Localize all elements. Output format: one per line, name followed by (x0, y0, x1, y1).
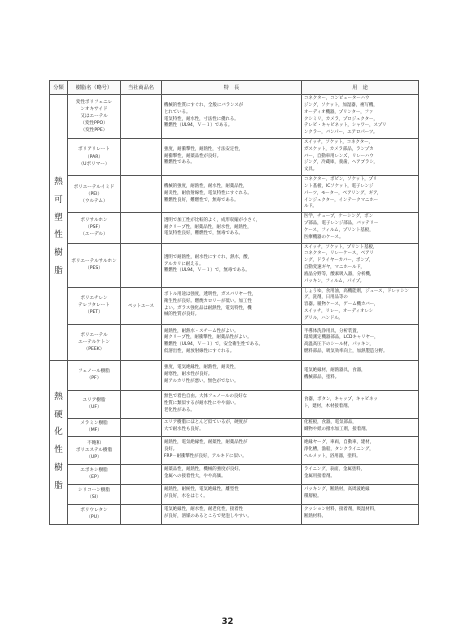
uses-cell: コネクター，コンピューターハウ ジング，ソケット，加湿器，複写機， オーディオ機器，プリンター，ファ クシミリ，カメラ，プロジェクター， テレビ・キャビネット，シャワー，スプリ ンクラー，バンパー，エアロパーツ。 (302, 95, 419, 139)
table-row (50, 484, 419, 504)
category-char: 脂 (54, 265, 63, 276)
uses-cell: 化粧板，食器，電気部品， 織物や紙の撥水加工剤，接着剤。 (302, 418, 419, 436)
uses-cell: スイッチ，ソケット，プリント基板， コネクター，リレーケース，ベアリ ング，ドライヤーカバー，ポンプ， 自動変速ギヤ，マニホールド， 液晶分野等，酸素吸入器，分析機， パッキン，フィルム，パイプ。 (302, 243, 419, 287)
table-row (50, 213, 419, 243)
trade-name-cell (121, 324, 162, 360)
features-cell: 耐熱性，耐熱水・スチーム性がよい。 耐クリープ性，耐衝撃性，耐薬品性がよい。 難燃性（UL94，Ｖ－１）で，安全衛生性である。 低溶出性，耐放射線性にすぐれる。 (162, 324, 302, 360)
uses-cell: コネクター，ボビン，ソケット，プリ ント基板，ICソケット，電子レンジ パーツ，モーター，ベアリング，ギア， インジェクター，インテークマニホー ルド。 (302, 176, 419, 213)
resin-name-cell: ユリア樹脂 （UF） (68, 390, 121, 418)
trade-name-cell: ペットエース (121, 287, 162, 324)
resin-name-cell: ポリアリレート （PAR） （Uポリマー） (68, 139, 121, 176)
category-char: 熱 (54, 391, 63, 402)
table-row (50, 436, 419, 464)
table-row (50, 418, 419, 436)
resin-name-cell: ポリサルホン （PSF） （ユーデル） (68, 213, 121, 243)
resin-name-cell: ポリエチレン テレフタレート （PET） (68, 287, 121, 324)
resin-name-cell: フェノール樹脂 （PF） (68, 360, 121, 390)
features-cell: 機械的性質にすぐれ，全般にバランスが とれている。 電気特性，耐水性，寸法性に優れる。 難燃性（UL94，Ｖ－１）である。 (162, 95, 302, 139)
trade-name-cell (121, 176, 162, 213)
features-cell: 機械的強度，耐熱性，耐水性，耐薬品性， 耐炎性，耐放射線性，電気特性にすぐれる。 難燃性良好，難燃性で，無毒である。 (162, 176, 302, 213)
category-thermoset (50, 360, 68, 524)
uses-cell: ライニング，表面，金属塗料， 金属用接着剤。 (302, 464, 419, 484)
uses-cell: 絶縁ヤーグ，車両，自動車，建材， 浄化槽，漁船，タンクライニング， ヘルメット，浴用器，塗料。 (302, 436, 419, 464)
resin-name-cell: ポリウレタン （PU） (68, 504, 121, 524)
header-features: 特 長 (162, 81, 302, 95)
uses-cell: 電気絶縁材，耐熱器具，食器， 機械部品，塗料。 (302, 360, 419, 390)
trade-name-cell (121, 95, 162, 139)
table-row (50, 390, 419, 418)
resin-name-cell: ポリエーテル エーテルケトン （PEEK） (68, 324, 121, 360)
category-char: 脂 (54, 480, 63, 491)
resin-name-cell: 変性ポリフェニレ ンオキサイド 又はエーテル （変性PPO） （変性PPE） (68, 95, 121, 139)
uses-cell: スイッチ，ソケット，コネクター， ガスケット，カメラ部品，ランプカ バー，自動車用レンズ，リレーハウ ジング，冷蔵庫，義歯，ヘアブラシ， 文具。 (302, 139, 419, 176)
uses-cell: 半導体洗浄用具，分析装置， 環境測定機器部品，LCDキャリヤー， 高温高圧下のシール材，パッキン， 燃料部品，吸気効率向上，加熱製造分野。 (302, 324, 419, 360)
category-thermoplastic (50, 95, 68, 361)
uses-cell: 食器，ボタン，キャップ，キャビネッ ト，建材，木材接着剤。 (302, 390, 419, 418)
features-cell: 耐熱性，耐候性，電気絶縁性，離型性 が良好，水をはじく。 (162, 484, 302, 504)
trade-name-cell (121, 418, 162, 436)
category-char: 熱 (54, 177, 63, 188)
resin-name-cell: ポリエーテルイミド （PEI） （ウルテム） (68, 176, 121, 213)
uses-cell: パッキング，断熱材，高周波絶縁 積層板。 (302, 484, 419, 504)
trade-name-cell (121, 504, 162, 524)
table-row (50, 176, 419, 213)
header-resin: 樹脂名（略号） (68, 81, 121, 95)
category-char: 可 (54, 194, 63, 205)
table-row (50, 504, 419, 524)
uses-cell: クッション材料，接着剤，吸湿材料， 断熱材料。 (302, 504, 419, 524)
features-cell: 電気絶縁性，耐水性，耐老化性，接着性 が良好，溶媒のあるところで発泡しやすい。 (162, 504, 302, 524)
category-char: 性 (54, 445, 63, 456)
table-row (50, 243, 419, 287)
table-header-row (50, 81, 419, 95)
page-number: 32 (221, 617, 234, 627)
table-row (50, 95, 419, 139)
category-char: 樹 (54, 462, 63, 473)
category-char: 性 (54, 230, 63, 241)
header-category: 分類 (50, 81, 68, 95)
features-cell: 耐熱性，電気絶縁性，耐薬性，耐薬品性が 良好。 FRP－耐衝撃性が良好，アルキドに似い。 (162, 436, 302, 464)
trade-name-cell (121, 213, 162, 243)
features-cell: 無色で着色自由。大体フェノールの良好な 性質に類似するが耐水性にやや弱い。 老化性がある。 (162, 390, 302, 418)
trade-name-cell (121, 360, 162, 390)
features-cell: ユリア樹脂にほとんど似ているが，硬度が 大で耐水性も良好。 (162, 418, 302, 436)
table-row (50, 360, 419, 390)
resin-name-cell: メラミン樹脂 （MF） (68, 418, 121, 436)
features-cell: 耐薬品性，耐熱性，機械的強度が良好。 金属への接着性大，やや高価。 (162, 464, 302, 484)
table-row (50, 139, 419, 176)
trade-name-cell (121, 243, 162, 287)
features-cell: 透明で加工性が比較的よく，成形収縮が小さく， 耐クリープ性，耐薬品性，耐水性，耐熱性， 電気特性良好，難燃性で，無毒である。 (162, 213, 302, 243)
category-char: 樹 (54, 248, 63, 259)
table-row (50, 287, 419, 324)
features-cell: 透明で耐熱性，耐水性にすぐれ，熱水，酸， アルカリに耐える。 難燃性（UL94，Ｖ－１）で，無毒である。 (162, 243, 302, 287)
features-cell: ボトル用途は強度，透明性，ガスバリヤー性， 衛生性が良好。燃焼カロリーが低い。加工性 よい。ガラス強化品は耐熱性，電気特性，機 械的性質が良好。 (162, 287, 302, 324)
resin-table (49, 80, 419, 525)
features-cell: 強度，電気絶縁性，耐熱性，耐炎性， 耐寒性，耐水性が良好。 耐アルカリ性が悪い。無色がでない。 (162, 360, 302, 390)
category-char: 化 (54, 427, 63, 438)
resin-name-cell: エポキシ樹脂 （EP） (68, 464, 121, 484)
resin-name-cell: ポリエーテルサルホン （PES） (68, 243, 121, 287)
uses-cell: 医学，チューブ，ケーシング，ポン プ部品，電子レンジ部品，バッテリー ケース，フィルム，プリント基板， 医療機器のケース。 (302, 213, 419, 243)
trade-name-cell (121, 464, 162, 484)
uses-cell: しょうゆ，食用油，高機能剤，ジュース，ドレッシング，洗剤，日用品等の 容器。履物ケース，ゲーム機カバー， スイッチ，リレー，オーディオレシ グリル，ハンドル。 (302, 287, 419, 324)
header-uses: 用 途 (302, 81, 419, 95)
trade-name-cell (121, 436, 162, 464)
trade-name-cell (121, 390, 162, 418)
category-char: 塑 (54, 212, 63, 223)
trade-name-cell (121, 139, 162, 176)
trade-name-cell (121, 484, 162, 504)
table-row (50, 324, 419, 360)
resin-name-cell: 不飽和 ポリエステル樹脂 （UP） (68, 436, 121, 464)
table-row (50, 464, 419, 484)
resin-name-cell: シリコーン樹脂 （SI） (68, 484, 121, 504)
category-char: 硬 (54, 409, 63, 420)
header-trade: 当社商品名 (121, 81, 162, 95)
features-cell: 強度，耐衝撃性，耐熱性，寸法安定性， 耐衝撃性，耐薬品性が良好。 難燃性である。 (162, 139, 302, 176)
